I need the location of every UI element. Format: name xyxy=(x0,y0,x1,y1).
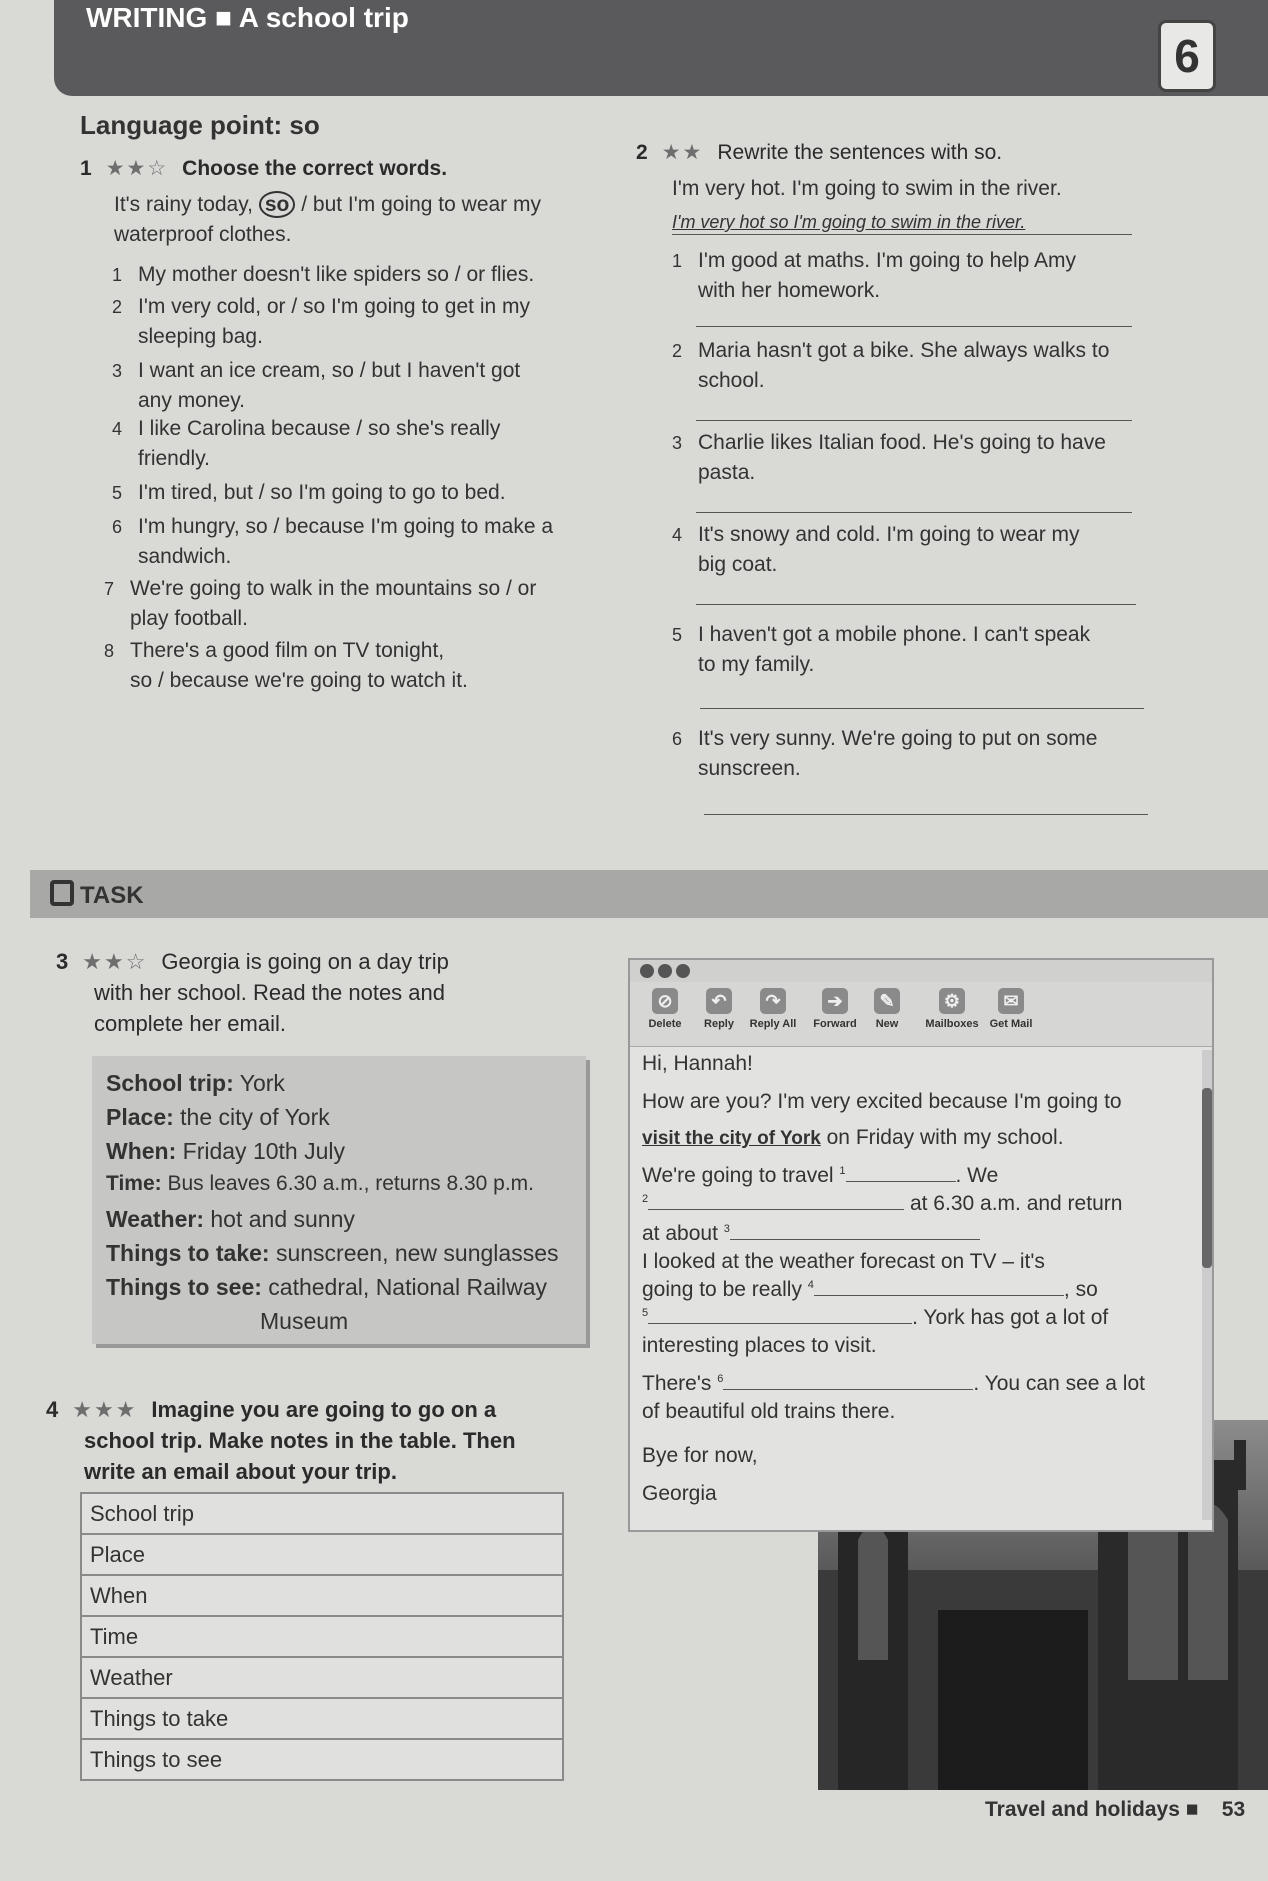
table-row[interactable]: School trip xyxy=(81,1493,563,1534)
ex1-item: 6 I'm hungry, so / because I'm going to make a sandwich. xyxy=(112,515,554,568)
email-window xyxy=(628,958,1214,1532)
mail-toolbar xyxy=(630,982,1212,1047)
note-line: Weather: hot and sunny xyxy=(106,1206,355,1232)
get-mail-button[interactable]: ✉ Get Mail xyxy=(986,988,1036,1030)
zoom-window-button[interactable] xyxy=(676,964,690,978)
get-mail-icon: ✉ xyxy=(998,988,1024,1014)
minimize-window-button[interactable] xyxy=(658,964,672,978)
reply-button[interactable]: ↶ Reply xyxy=(694,988,744,1030)
new-message-button[interactable]: ✎ New xyxy=(862,988,912,1030)
example-answer: visit the city of York xyxy=(642,1128,821,1149)
email-signature: Georgia xyxy=(642,1482,717,1505)
ex4-heading: 4 ★★★ Imagine you are going to go on a school trip. Make notes in the table. Then write an email about your trip. xyxy=(46,1397,516,1484)
answer-line[interactable] xyxy=(696,326,1132,327)
email-line: going to be really $^4$ , so xyxy=(642,1278,1098,1301)
answer-line[interactable] xyxy=(704,814,1148,815)
note-line: Time: Bus leaves 6.30 a.m., returns 8.30 p.m. xyxy=(106,1172,534,1195)
email-line: $^2$ at 6.30 a.m. and return xyxy=(642,1192,1123,1215)
notes-table xyxy=(80,1492,564,1781)
answer-line[interactable] xyxy=(696,604,1136,605)
task-label: TASK xyxy=(50,880,144,910)
ex2-item: 2 Maria hasn't got a bike. She always walks to school. xyxy=(672,339,1110,392)
ex1-heading: 1 ★★☆ Choose the correct words. xyxy=(80,157,448,180)
ex1-item: 1 My mother doesn't like spiders so / or flies. xyxy=(112,263,535,286)
ex1-example: It's rainy today, so / but I'm going to wear my xyxy=(114,193,541,216)
close-window-button[interactable] xyxy=(640,964,654,978)
ex3-heading: 3 ★★☆ Georgia is going on a day trip with her school. Read the notes and complete her email. xyxy=(56,949,449,1036)
note-line: Museum xyxy=(260,1308,349,1334)
pencil-icon: ✎ xyxy=(874,988,900,1014)
mailboxes-button[interactable]: ⚙ Mailboxes xyxy=(920,988,984,1030)
gap-1[interactable] xyxy=(846,1181,956,1182)
square-icon xyxy=(50,880,74,906)
ex2-item: 5 I haven't got a mobile phone. I can't speak to my family. xyxy=(672,623,1091,676)
email-line: There's $^6$ . You can see a lot xyxy=(642,1372,1145,1395)
ex1-item: 7 We're going to walk in the mountains so / or play football. xyxy=(104,577,537,630)
mailboxes-icon: ⚙ xyxy=(939,988,965,1014)
trip-notes-card xyxy=(92,1056,586,1344)
page-title: WRITING ■ A school trip xyxy=(86,2,409,33)
delete-icon: ⊘ xyxy=(652,988,678,1014)
email-signoff: Bye for now, xyxy=(642,1444,758,1467)
ex1-item: 5 I'm tired, but / so I'm going to go to bed. xyxy=(112,481,506,504)
reply-icon: ↶ xyxy=(706,988,732,1014)
ex2-heading: 2 ★★ Rewrite the sentences with so. xyxy=(636,141,1003,164)
gap-2[interactable] xyxy=(648,1209,904,1210)
note-line: Things to see: cathedral, National Railway xyxy=(106,1274,547,1300)
circled-answer: so xyxy=(259,191,296,218)
reply-all-icon: ↷ xyxy=(760,988,786,1014)
forward-icon: ➔ xyxy=(822,988,848,1014)
gap-6[interactable] xyxy=(723,1389,973,1390)
gap-4[interactable] xyxy=(814,1295,1064,1296)
email-line: We're going to travel $^1$ . We xyxy=(642,1164,999,1187)
note-line: Things to take: sunscreen, new sunglasses xyxy=(106,1240,559,1266)
ex2-example-answer: I'm very hot so I'm going to swim in the river. xyxy=(672,210,1132,235)
ex1-item: 4 I like Carolina because / so she's really friendly. xyxy=(112,417,501,470)
ex1-example-line2: waterproof clothes. xyxy=(114,223,292,246)
ex2-item: 1 I'm good at maths. I'm going to help Amy with her homework. xyxy=(672,249,1077,302)
table-row[interactable]: Things to take xyxy=(81,1698,563,1739)
table-row[interactable]: Time xyxy=(81,1616,563,1657)
table-row[interactable]: When xyxy=(81,1575,563,1616)
ex1-item: 2 I'm very cold, or / so I'm going to get in my sleeping bag. xyxy=(112,295,530,348)
email-line: How are you? I'm very excited because I'm going to xyxy=(642,1090,1122,1113)
unit-number: 6 xyxy=(1158,20,1216,92)
note-line: When: Friday 10th July xyxy=(106,1138,346,1164)
email-line: of beautiful old trains there. xyxy=(642,1400,896,1423)
gap-3[interactable] xyxy=(730,1239,980,1240)
page-number: 53 xyxy=(1221,1798,1246,1821)
table-row[interactable]: Things to see xyxy=(81,1739,563,1780)
table-row[interactable]: Place xyxy=(81,1534,563,1575)
language-point-title: Language point: so xyxy=(80,110,320,140)
note-line: School trip: York xyxy=(106,1070,285,1096)
ex1-item: 3 I want an ice cream, so / but I haven't got any money. xyxy=(112,359,521,412)
forward-button[interactable]: ➔ Forward xyxy=(810,988,860,1030)
answer-line[interactable] xyxy=(696,512,1132,513)
page-footer: Travel and holidays ■ 53 xyxy=(985,1798,1246,1821)
note-line: Place: the city of York xyxy=(106,1104,330,1130)
table-row[interactable]: Weather xyxy=(81,1657,563,1698)
reply-all-button[interactable]: ↷ Reply All xyxy=(748,988,798,1030)
ex1-item: 8 There's a good film on TV tonight, so / because we're going to watch it. xyxy=(104,639,468,692)
ex2-example: I'm very hot. I'm going to swim in the river. xyxy=(672,177,1062,200)
email-line: interesting places to visit. xyxy=(642,1334,877,1357)
email-line: at about $^3$ xyxy=(642,1222,980,1246)
delete-button[interactable]: ⊘ Delete xyxy=(640,988,690,1030)
ex2-item: 6 It's very sunny. We're going to put on some sunscreen. xyxy=(672,727,1098,780)
email-line: I looked at the weather forecast on TV – it's xyxy=(642,1250,1045,1273)
email-line: visit the city of York on Friday with my school. xyxy=(642,1126,1064,1149)
gap-5[interactable] xyxy=(648,1323,912,1324)
answer-line[interactable] xyxy=(696,420,1132,421)
ex2-item: 3 Charlie likes Italian food. He's going to have pasta. xyxy=(672,431,1106,484)
answer-line[interactable] xyxy=(700,708,1144,709)
task-band xyxy=(30,870,1268,918)
scrollbar-thumb[interactable] xyxy=(1202,1088,1212,1268)
ex2-item: 4 It's snowy and cold. I'm going to wear my big coat. xyxy=(672,523,1080,576)
email-line: $^5$ . York has got a lot of xyxy=(642,1306,1109,1329)
title-bar xyxy=(630,960,1212,983)
email-greeting: Hi, Hannah! xyxy=(642,1052,753,1075)
